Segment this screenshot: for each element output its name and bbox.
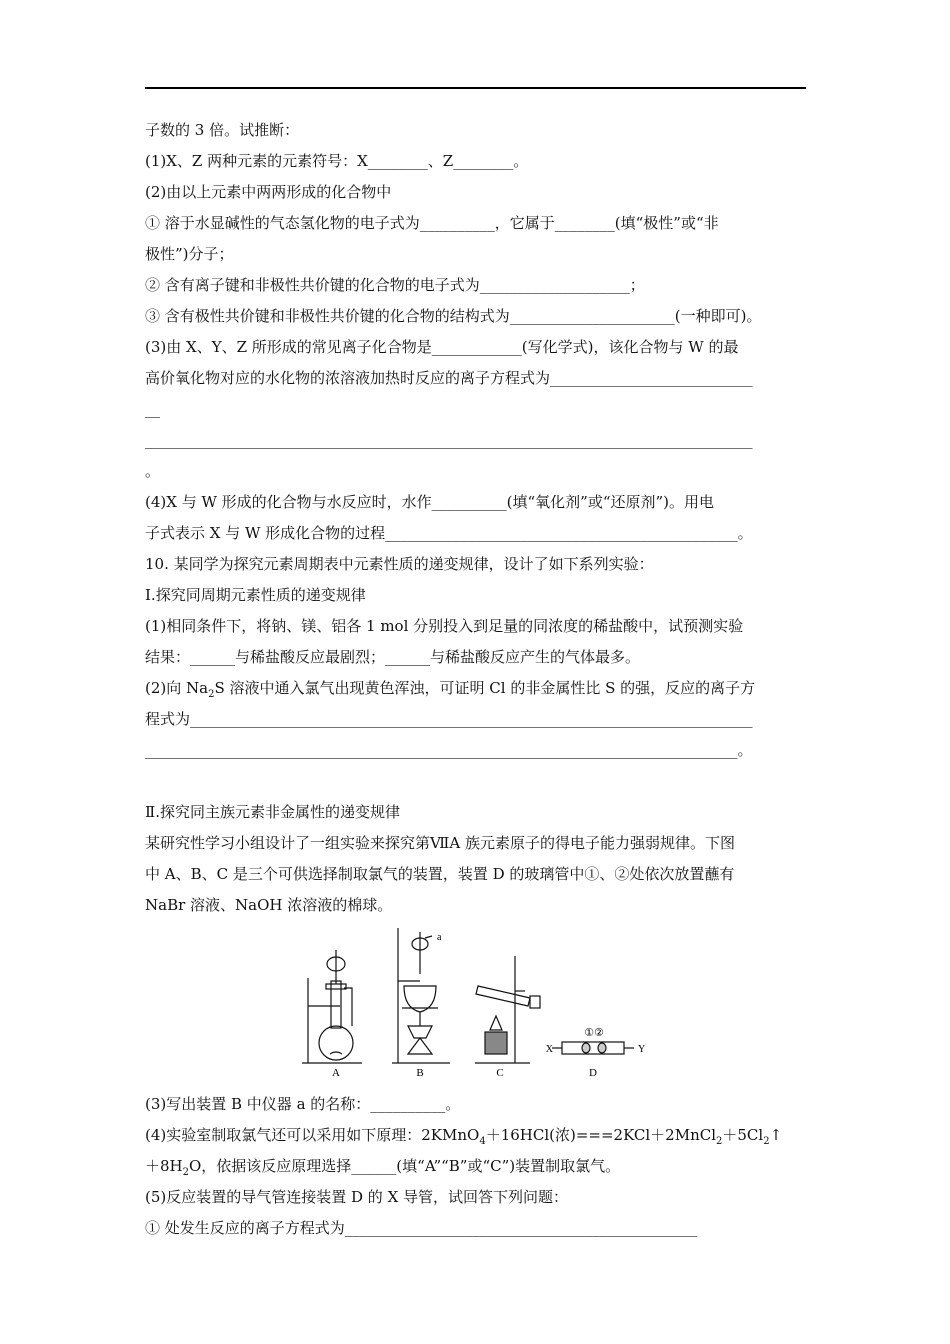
spacer-line bbox=[145, 771, 810, 802]
tube-y-label: Y bbox=[638, 1044, 646, 1055]
section-2-para-end: NaBr 溶液、NaOH 浓溶液的棉球。 bbox=[145, 896, 393, 914]
section-2-q5: (5)反应装置的导气管连接装置 D 的 X 导管，试回答下列问题： bbox=[145, 1188, 569, 1206]
question-4-cont: 子式表示 X 与 W 形成化合物的过程_______________________________________________。 bbox=[145, 524, 753, 542]
document-body bbox=[145, 120, 810, 1249]
section-2-para-cont: 中 A、B、C 是三个可供选择制取氯气的装置，装置 D 的玻璃管中①、②处依次放置蘸有 bbox=[145, 865, 735, 883]
section-2-q4-cont bbox=[145, 1156, 810, 1187]
section-2-para: 某研究性学习小组设计了一组实验来探究第ⅦA 族元素原子的得电子能力强弱规律。下图 bbox=[145, 834, 735, 852]
problem-10-title: 10. 某同学为探究元素周期表中元素性质的递变规律，设计了如下系列实验： bbox=[145, 555, 654, 573]
eq-part: (4)实验室制取氯气还可以采用如下原理：2KMnO bbox=[145, 1126, 480, 1144]
apparatus-figure bbox=[145, 926, 810, 1094]
answer-end: 。 bbox=[145, 462, 161, 480]
section-1-q1: (1)相同条件下，将钠、镁、铝各 1 mol 分别投入到足量的同浓度的稀盐酸中，试预测实验 bbox=[145, 617, 744, 635]
gas-arrow: ↑ bbox=[769, 1126, 783, 1144]
answer-blank-long: _________________________________________________________________________________ bbox=[145, 431, 753, 449]
instrument-a-label: a bbox=[437, 932, 442, 943]
tube-x-label: X bbox=[545, 1044, 553, 1055]
eq-part: O，依据该反应原理选择______(填“A”“B”或“C”)装置制取氯气。 bbox=[189, 1157, 621, 1175]
section-2-q5-item-1: ① 处发生反应的离子方程式为_______________________________________________ bbox=[145, 1219, 698, 1237]
section-1-q2 bbox=[145, 678, 810, 709]
apparatus-a bbox=[302, 950, 362, 1063]
section-2-heading: Ⅱ.探究同主族元素非金属性的递变规律 bbox=[145, 803, 400, 821]
label-a: A bbox=[332, 1067, 340, 1079]
apparatus-b bbox=[392, 928, 450, 1063]
question-3: (3)由 X、Y、Z 所形成的常见离子化合物是____________(写化学式)，该化合物与 W 的最 bbox=[145, 338, 739, 356]
question-4: (4)X 与 W 形成的化合物与水反应时，水作__________(填“氧化剂”或“还原剂”)。用电 bbox=[145, 493, 715, 511]
section-1-q2-cont: 程式为___________________________________________________________________________ bbox=[145, 710, 753, 728]
eq-part: ＋16HCl(浓)===2KCl＋2MnCl bbox=[485, 1126, 717, 1144]
apparatus-c bbox=[475, 956, 540, 1063]
apparatus-d bbox=[552, 1042, 634, 1054]
eq-sub: 2 bbox=[716, 1136, 723, 1147]
text-line: 子数的 3 倍。试推断： bbox=[145, 121, 300, 139]
header-rule bbox=[145, 87, 806, 89]
question-3-cont: 高价氧化物对应的水化物的浓溶液加热时反应的离子方程式为___________________________ bbox=[145, 369, 753, 387]
section-1-heading: Ⅰ.探究同周期元素性质的递变规律 bbox=[145, 586, 366, 604]
eq-sub: 4 bbox=[479, 1136, 486, 1147]
apparatus-diagram bbox=[300, 926, 660, 1086]
na2s-subscript: 2 bbox=[208, 689, 215, 700]
question-2-item-1: ① 溶于水显碱性的气态氢化物的电子式为__________，它属于________(填“极性”或“非 bbox=[145, 214, 719, 232]
eq-part: ＋5Cl bbox=[722, 1126, 764, 1144]
na2s-prefix: (2)向 Na bbox=[145, 679, 209, 697]
question-2-item-1-cont: 极性”)分子； bbox=[145, 245, 234, 263]
label-d: D bbox=[589, 1067, 597, 1079]
eq-part: ＋8H bbox=[145, 1157, 183, 1175]
question-2-item-2: ② 含有离子键和非极性共价键的化合物的电子式为____________________； bbox=[145, 276, 645, 294]
eq-sub: 2 bbox=[182, 1167, 189, 1178]
tube-position-marks: ①② bbox=[584, 1026, 604, 1039]
section-2-q4 bbox=[145, 1125, 810, 1156]
question-2-intro: (2)由以上元素中两两形成的化合物中 bbox=[145, 183, 392, 201]
question-2-item-3: ③ 含有极性共价键和非极性共价键的化合物的结构式为______________________(一种即可)。 bbox=[145, 307, 762, 325]
section-1-q1-cont: 结果：______与稀盐酸反应最剧烈；______与稀盐酸反应产生的气体最多。 bbox=[145, 648, 641, 666]
section-2-q3: (3)写出装置 B 中仪器 a 的名称：__________。 bbox=[145, 1095, 461, 1113]
eq-sub: 2 bbox=[763, 1136, 770, 1147]
na2s-suffix: S 溶液中通入氯气出现黄色浑浊，可证明 Cl 的非金属性比 S 的强，反应的离子方 bbox=[214, 679, 756, 697]
answer-blank: __ bbox=[145, 400, 160, 418]
answer-blank-long: _______________________________________________________________________________。 bbox=[145, 741, 753, 759]
label-b: B bbox=[416, 1067, 424, 1079]
label-c: C bbox=[496, 1067, 504, 1079]
question-1-xz-symbols: (1)X、Z 两种元素的元素符号：X________、Z________。 bbox=[145, 152, 529, 170]
